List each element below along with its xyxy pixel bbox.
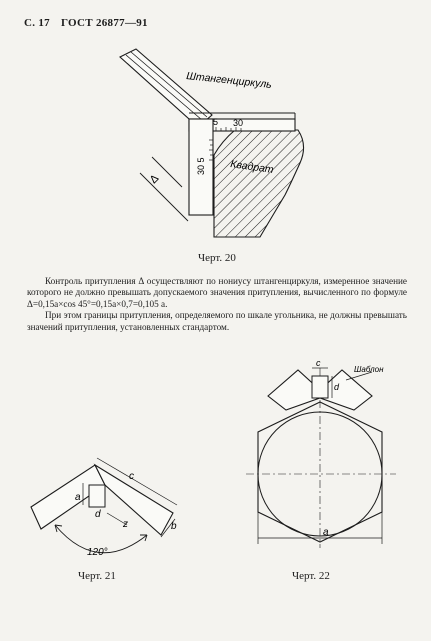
dim-z-21: z (123, 519, 128, 530)
caliper-arm (120, 49, 212, 127)
scale-label-30: 30 (233, 118, 244, 128)
figure-22-drawing (236, 358, 404, 553)
label-template: Шаблон (354, 365, 384, 374)
figure-21-caption: Черт. 21 (78, 570, 116, 582)
dim-b-21: b (171, 521, 177, 532)
scale-label-vertical: 30 5 (196, 157, 206, 175)
template-notch (89, 485, 105, 507)
dim-d-21: d (95, 509, 101, 520)
template-right-arm (95, 465, 173, 535)
figure-20-caption: Черт. 20 (198, 252, 236, 264)
figure-22-caption: Черт. 22 (292, 570, 330, 582)
body-text (27, 276, 407, 333)
delta-label: Δ (147, 172, 162, 187)
dim-d-22: d (334, 382, 340, 392)
figure-21-drawing (25, 455, 195, 565)
square-hatched-body (214, 130, 304, 237)
page-header (24, 17, 156, 29)
figure-20-drawing (110, 45, 320, 245)
scale-label-5: 5 (213, 117, 219, 127)
delta-dimension (140, 157, 188, 221)
dim-a-21: a (75, 492, 81, 503)
dim-a-22: a (323, 527, 329, 538)
dim-c-21: c (129, 471, 134, 482)
label-square: Квадрат (229, 158, 275, 177)
standard-number: ГОСТ 26877—91 (61, 17, 148, 29)
dim-c-22: c (316, 358, 321, 368)
paragraph-1: Контроль притупления Δ осуществляют по нониусу штангенциркуля, измеренное значение которого не должно превышать допускаемого значения притупления, вычисленного по формуле Δ=0,15a×cos 45°=0,15a×0,7=0,105 a. (27, 276, 407, 309)
paragraph-2: При этом границы притупления, определяемого по шкале угольника, не должны превышать значений притупления, установленных стандартом. (27, 310, 407, 332)
label-caliper: Штангенциркуль (185, 70, 273, 91)
page-number: С. 17 (24, 17, 50, 29)
angle-label-120: 120° (87, 547, 108, 558)
